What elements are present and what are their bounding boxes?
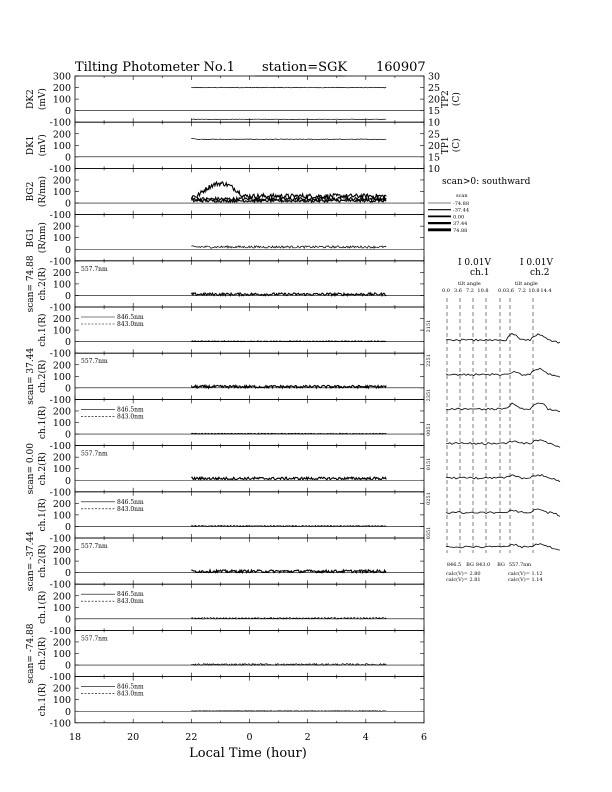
right-tick-label: 20 [428,94,441,106]
panel-14 [37,677,424,730]
x-tick-label: 22 [185,731,198,743]
y-label-unit: ch.2(R) [38,452,48,486]
panel-frame [75,353,424,399]
y-tick-label: 200 [52,129,71,141]
y-tick-label: 100 [52,325,71,337]
panel-3 [26,168,424,221]
panel-6 [37,307,424,360]
legend-label: 846.5nm [117,591,144,599]
right-axis-label: TP2 [441,90,451,108]
y-label-unit: ch.1(R) [38,498,48,532]
y-tick-label: 300 [52,71,71,83]
y-label: scan= 37.44 [26,347,36,405]
series-line [191,246,386,248]
tilt-profile-line [446,544,560,550]
tilt-profile-line [446,334,560,344]
y-label: scan= -74.88 [26,623,36,684]
ch2-scale: I 0.01V [520,258,553,268]
series-line [191,570,386,573]
y-label: DK2 [26,89,36,109]
y-tick-label: -100 [49,163,71,175]
y-label: DK1 [26,135,36,156]
right-tick-label: 30 [428,71,441,83]
panel-frame [75,446,424,492]
tilt-bottom-label: BG [466,562,474,568]
panel-2 [26,122,462,175]
y-tick-label: -100 [49,579,71,591]
y-tick-label: 0 [64,106,71,118]
y-tick-label: 200 [52,452,71,464]
tilt-angle-panel [426,258,560,583]
y-label-unit: (R/nm) [38,222,48,254]
scan-legend [428,177,531,234]
tilt-bottom-label: 557.7nm [508,562,532,568]
y-label: scan= -37.44 [26,531,36,592]
y-label-unit: ch.2(R) [38,544,48,578]
y-label-unit: ch.1(R) [38,313,48,347]
right-axis-label: TP1 [441,136,451,155]
y-tick-label: 100 [52,602,71,614]
panel-11 [26,531,424,591]
ch1-tilt-label: tilt angle [458,281,481,287]
scan-legend-label: 37.44 [453,221,468,228]
panel-4 [26,215,424,268]
ch2-tilt-tick: 10.8 [528,288,540,294]
y-tick-label: 200 [52,545,71,557]
scan-legend-label: 0.00 [453,214,465,221]
y-tick-label: -100 [49,256,71,268]
y-tick-label: 200 [52,683,71,695]
y-tick-label: 200 [52,406,71,418]
y-label-unit: (mV) [38,134,48,157]
tilt-time-label: 2351 [426,388,432,402]
panel-7 [26,348,424,406]
y-tick-label: 100 [52,418,71,429]
right-tick-label: 25 [428,83,441,95]
legend-label: 846.5nm [117,498,144,506]
legend-label: 846.5nm [117,683,144,691]
legend-label: 846.5nm [117,406,144,414]
chart-title: Tilting Photometer No.1 [75,60,235,75]
legend-label: 846.5nm [117,314,144,321]
ch1-calc-2: calc(V)= 2.81 [446,577,481,583]
y-label: BG2 [26,181,36,202]
y-tick-label: 0 [64,521,71,533]
tilt-profile-line [446,509,560,516]
ch2-calc-1: calc(V)= 1.12 [508,571,543,577]
panel-frame [75,168,424,214]
ch2-label: ch.2 [530,268,550,278]
scan-legend-label: -37.44 [453,207,470,214]
y-tick-label: 0 [64,660,71,672]
x-tick-label: 4 [362,731,369,743]
ch1-scale: I 0.01V [458,258,491,268]
x-tick-label: 18 [68,731,82,743]
y-tick-label: 100 [52,187,71,198]
ch1-tilt-tick: 7.2 [466,288,474,294]
tilt-time-label: 2151 [426,319,432,333]
y-tick-label: 0 [64,152,71,164]
scan-legend-header: scan [456,193,468,199]
y-tick-label: -100 [49,718,71,730]
y-tick-label: 0 [64,568,71,580]
tilt-time-label: 0051 [426,423,432,436]
legend-label: 843.0nm [117,690,144,698]
y-tick-label: 100 [52,695,71,707]
ch2-tilt-tick: 3.6 [506,288,514,294]
y-tick-label: 200 [52,498,71,510]
y-tick-label: 0 [64,429,71,441]
y-tick-label: 100 [52,464,71,476]
panel-5 [26,255,424,313]
tilt-time-label: 2251 [426,354,432,367]
right-tick-label: 20 [428,140,441,152]
right-axis-unit: (C) [452,138,462,153]
ch1-calc-1: calc(V)= 2.80 [446,571,481,577]
wavelength-tag: 557.7nm [81,635,108,643]
y-label-unit: ch.2(R) [38,267,48,301]
right-axis-unit: (C) [452,92,462,107]
scan-legend-label: -74.88 [453,201,470,207]
tilt-bottom-label: 846.5 [446,562,462,568]
right-tick-label: 15 [428,106,441,118]
ch2-tilt-tick: 0.0 [498,288,506,294]
x-tick-label: 2 [304,731,311,743]
panel-10 [37,492,424,545]
y-label-unit: ch.1(R) [38,683,48,717]
right-tick-label: 15 [428,152,441,164]
panel-frame [75,76,424,122]
scan-legend-entries [428,201,469,234]
y-label-unit: (R/nm) [38,175,48,208]
series-line [191,87,386,88]
y-tick-label: -100 [49,672,71,684]
y-tick-label: 100 [52,510,71,522]
y-tick-label: 0 [64,244,71,256]
y-tick-label: 100 [52,556,71,568]
y-label: scan= 74.88 [26,255,36,313]
y-tick-label: 100 [52,140,71,152]
series-line [191,477,386,480]
x-tick-label: 20 [127,731,140,743]
scan-legend-title: scan>0: southward [442,177,531,187]
legend-label: 843.0nm [117,505,144,513]
y-label: BG1 [26,227,36,248]
tilt-time-label: 0151 [426,457,432,471]
y-tick-label: 200 [52,314,71,326]
y-tick-label: 200 [52,221,71,233]
ch2-tilt-tick: 7.2 [518,288,526,294]
y-tick-label: 100 [52,94,71,106]
y-label-unit: (mV) [38,88,48,111]
ch1-tilt-tick: 10.8 [477,288,489,294]
series-line [191,618,386,619]
ch1-tilt-tick: 0.0 [442,288,450,294]
y-tick-label: -100 [49,625,71,637]
tilt-time-label: 0351 [426,526,432,540]
y-tick-label: -100 [49,533,71,545]
panel-frame [75,261,424,307]
tilt-profile-line [446,403,560,412]
panel-1 [26,72,462,129]
tilt-panel-contents [426,288,560,568]
panel-9 [26,443,424,499]
y-tick-label: 0 [64,475,71,487]
series-line [191,138,386,139]
y-tick-label: -100 [49,394,71,406]
y-tick-label: 0 [64,614,71,626]
panel-12 [37,584,424,637]
tilt-profile-line [446,440,560,448]
y-tick-label: -100 [49,210,71,222]
tilt-bottom-label: 843.0 [475,562,491,568]
y-tick-label: 100 [52,279,71,291]
tilt-bottom-label: BG [497,562,505,568]
ch1-tilt-tick: 3.6 [454,288,462,294]
y-tick-label: -100 [49,487,71,499]
y-tick-label: 0 [64,383,71,395]
y-tick-label: 100 [52,649,71,660]
y-tick-label: 0 [64,337,71,349]
panel-frame [75,122,424,168]
y-label: scan= 0.00 [26,443,36,495]
right-tick-label: 10 [428,163,441,175]
y-label-unit: ch.2(R) [38,636,48,671]
y-tick-label: -100 [49,302,71,314]
y-tick-label: 200 [52,267,71,279]
tilt-profile-line [446,368,560,377]
y-tick-label: -100 [49,117,71,129]
panel-frame [75,215,424,261]
station-label: station=SGK [262,60,348,75]
x-axis-label: Local Time (hour) [189,746,307,761]
ch2-tilt-tick: 14.4 [540,288,552,294]
legend-label: 843.0nm [117,321,144,328]
y-tick-label: 0 [64,198,71,210]
y-tick-label: 0 [64,706,71,718]
y-tick-label: 200 [52,175,71,187]
right-tick-label: 25 [428,129,441,141]
y-tick-label: 200 [52,591,71,603]
legend-label: 843.0nm [117,413,144,421]
y-tick-label: -100 [49,348,71,360]
tilt-profile-line [446,475,560,482]
panel-8 [37,399,424,452]
legend-label: 843.0nm [117,598,144,606]
wavelength-tag: 557.7nm [81,358,108,366]
y-tick-label: 200 [52,637,71,649]
wavelength-tag: 557.7nm [81,543,108,550]
panel-frame [75,630,424,676]
scan-legend-label: 74.88 [453,227,468,234]
panel-frame [75,538,424,584]
y-label-unit: ch.2(R) [38,359,48,393]
series-line [191,182,386,199]
ch2-calc-2: calc(V)= 1.14 [508,577,543,583]
y-tick-label: 200 [52,360,71,372]
y-label-unit: ch.1(R) [38,590,48,624]
x-tick-label: 0 [246,731,253,743]
tilt-time-label: 0251 [426,492,432,505]
right-tick-label: 10 [428,117,441,129]
y-label-unit: ch.1(R) [38,405,48,440]
x-tick-label: 6 [420,731,428,743]
wavelength-tag: 557.7nm [81,450,108,458]
date-label: 160907 [376,60,426,75]
ch2-tilt-label: tilt angle [515,281,538,287]
panel-13 [26,623,424,683]
y-tick-label: 0 [64,290,71,302]
y-tick-label: -100 [49,441,71,453]
ch1-label: ch.1 [470,268,490,278]
y-tick-label: 100 [52,233,71,245]
y-tick-label: 100 [52,371,71,383]
wavelength-tag: 557.7nm [81,265,108,273]
x-axis [69,732,427,743]
y-tick-label: 200 [52,83,71,95]
